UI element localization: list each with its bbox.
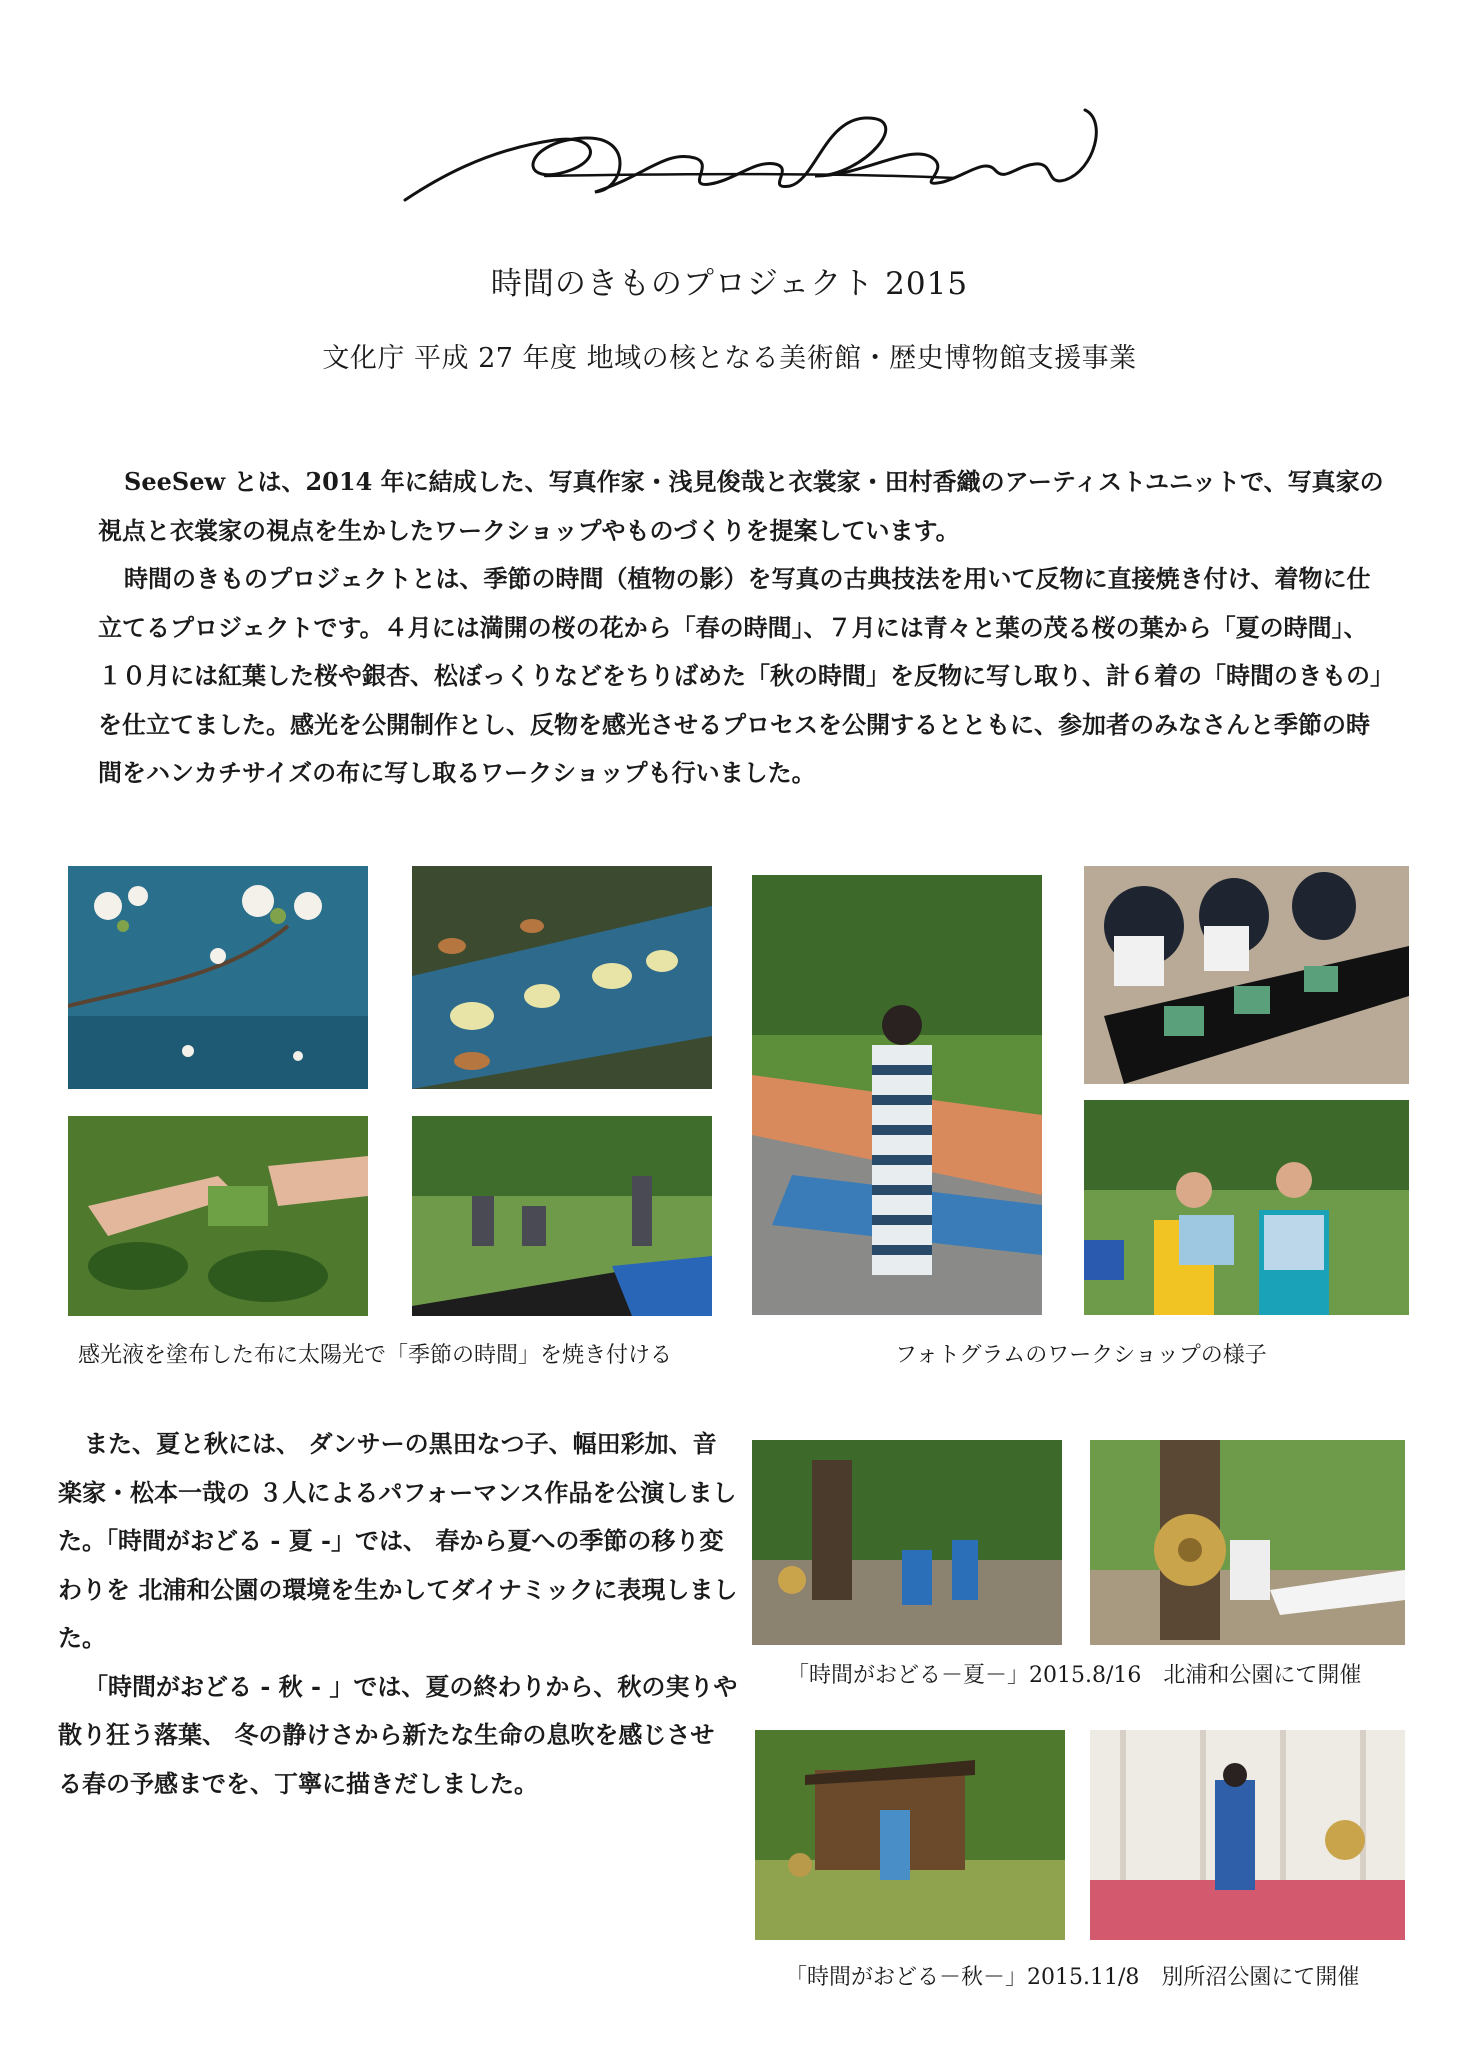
page-subtitle: 文化庁 平成 27 年度 地域の核となる美術館・歴史博物館支援事業 xyxy=(322,343,1137,374)
photo-woman-in-kimono xyxy=(752,875,1042,1315)
photo-autumn-performance-outdoor xyxy=(755,1730,1065,1940)
caption-printing: 感光液を塗布した布に太陽光で「季節の時間」を焼き付ける xyxy=(78,1343,673,1368)
photo-participants-holding-prints xyxy=(1084,1100,1409,1315)
intro-paragraph: SeeSew とは、2014 年に結成した、写真作家・浅見俊哉と衣裳家・田村香織のアーティストユニットで、写真家の視点と衣裳家の視点を生かしたワークショップやものづくりを提案しています。 xyxy=(98,467,1384,545)
caption-workshop: フォトグラムのワークショップの様子 xyxy=(895,1343,1267,1368)
photo-cherry-blossoms xyxy=(68,866,368,1089)
caption-autumn: 「時間がおどる－秋－」2015.11/8 別所沼公園にて開催 xyxy=(785,1965,1360,1990)
photo-leaves-on-fabric xyxy=(412,866,712,1089)
signature-logo-icon xyxy=(395,80,1115,220)
seesew-logo xyxy=(395,80,1115,220)
performance-text xyxy=(58,1420,738,1808)
photo-outdoor-printing xyxy=(412,1116,712,1316)
performance-paragraph: 「時間がおどる - 秋 - 」では、夏の終わりから、秋の実りや散り狂う落葉、 冬の静けさから新たな生命の息吹を感じさせる春の予感までを、丁寧に描きだしました。 xyxy=(58,1671,738,1798)
caption-summer: 「時間がおどる－夏－」2015.8/16 北浦和公園にて開催 xyxy=(787,1663,1362,1688)
photo-autumn-performance-indoor xyxy=(1090,1730,1405,1940)
page-title: 時間のきものプロジェクト 2015 xyxy=(490,266,969,302)
intro-paragraph: 時間のきものプロジェクトとは、季節の時間（植物の影）を写真の古典技法を用いて反物に直接焼き付け、着物に仕立てるプロジェクトです。４月には満開の桜の花から「春の時間」、７月には青々と葉の茂る桜の葉から「夏の時間」、１０月には紅葉した桜や銀杏、松ぼっくりなどをちりばめた「秋の時間」を反物に写し取り、計６着の「時間のきもの」を仕立てました。感光を公開制作とし、反物を感光させるプロセスを公開するとともに、参加者のみなさんと季節の時間をハンカチサイズの布に写し取るワークショップも行いました。 xyxy=(98,564,1382,787)
intro-text xyxy=(98,458,1388,798)
photo-students-workshop xyxy=(1084,866,1409,1084)
photo-gong-musician xyxy=(1090,1440,1405,1645)
performance-paragraph: また、夏と秋には、 ダンサーの黒田なつ子、幅田彩加、音楽家・松本一哉の ３人によるパフォーマンス作品を公演しました。「時間がおどる - 夏 -」では、 春から夏への季節の移り変わりを 北浦和公園の環境を生かしてダイナミックに表現しました。 xyxy=(58,1429,738,1652)
photo-hands-with-leaves xyxy=(68,1116,368,1316)
photo-summer-performance xyxy=(752,1440,1062,1645)
